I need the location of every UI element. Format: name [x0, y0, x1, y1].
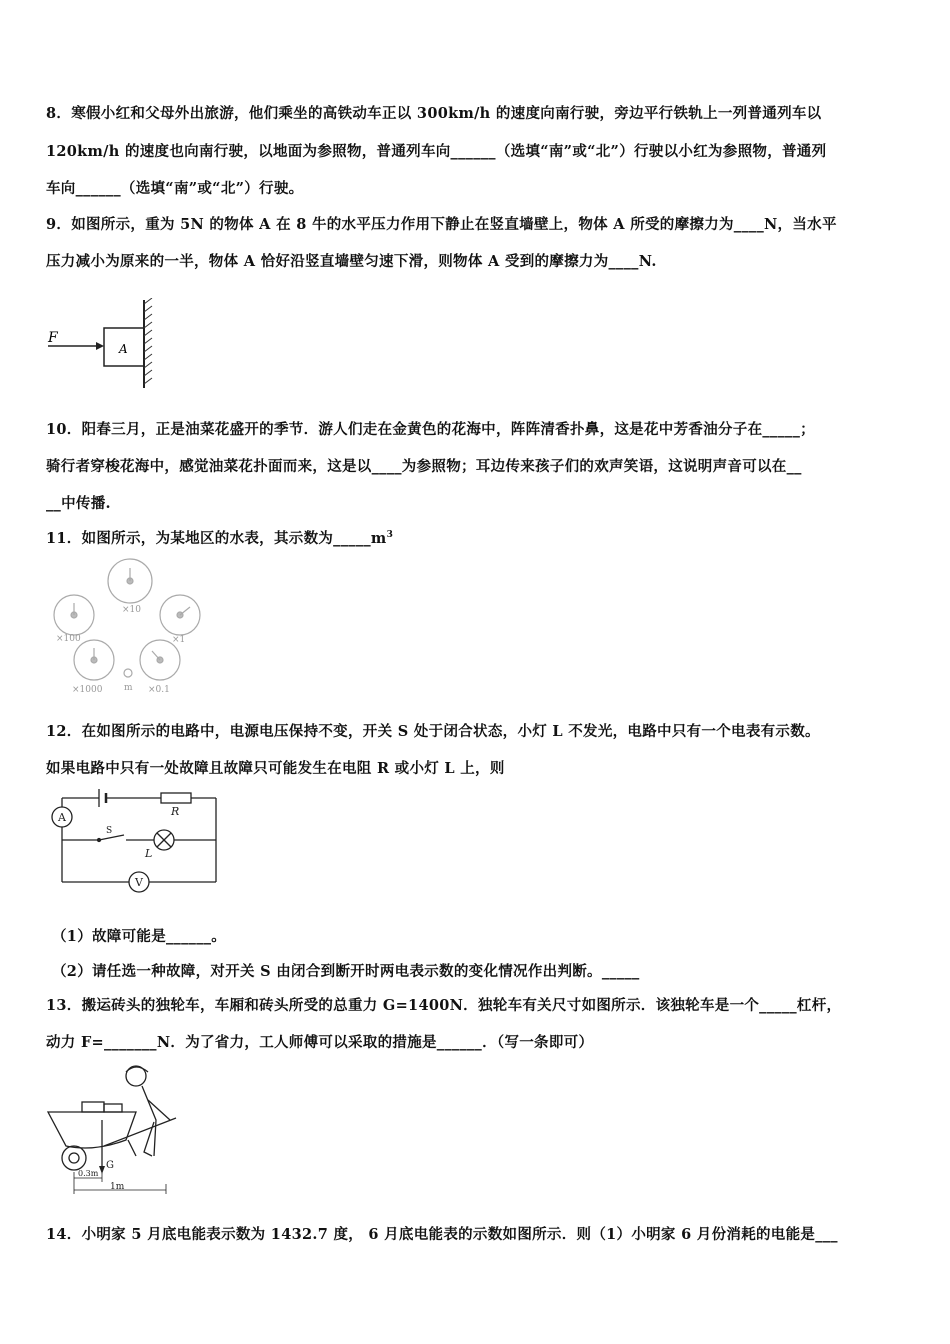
resistor-r [161, 793, 191, 803]
brick [82, 1102, 104, 1112]
brick [104, 1104, 122, 1112]
dial-x0.1 [140, 640, 180, 680]
gravity-label: G [106, 1160, 114, 1171]
circuit-figure [44, 785, 224, 895]
q8-line1: 8．寒假小红和父母外出旅游，他们乘坐的高铁动车正以 300km/h 的速度向南行驶，旁边平行铁轨上一列普通列车以 [46, 105, 822, 122]
worker-body [142, 1086, 156, 1156]
voltmeter-label: V [135, 876, 143, 889]
q8-line3: 车向______（选填“南”或“北”）行驶。 [46, 180, 304, 197]
resistor-label: R [171, 805, 180, 818]
q9-line2: 压力减小为原来的一半，物体 A 恰好沿竖直墙壁匀速下滑，则物体 A 受到的摩擦力为____N. [46, 253, 657, 270]
q8-line2: 120km/h 的速度也向南行驶，以地面为参照物，普通列车向______（选填“南”或“北”）行驶以小红为参照物，普通列 [46, 143, 827, 160]
dial-label: ×1000 [72, 685, 103, 695]
wheel-hub [69, 1153, 79, 1163]
q12-sub1: （1）故障可能是______。 [52, 928, 227, 945]
dial-label: ×1 [172, 635, 186, 645]
dial-x1 [160, 595, 200, 635]
q10-line1: 10．阳春三月，正是油菜花盛开的季节．游人们走在金黄色的花海中，阵阵清香扑鼻，这是花中芳香油分子在_____； [46, 421, 815, 438]
q13-line1: 13．搬运砖头的独轮车，车厢和砖头所受的总重力 G=1400N．独轮车有关尺寸如图所示．该独轮车是一个_____杠杆， [46, 997, 842, 1014]
wheel [62, 1146, 86, 1170]
barrow-leg [128, 1140, 136, 1156]
barrow-tray [48, 1112, 136, 1148]
ammeter-label: A [58, 811, 66, 824]
q9-figure [44, 298, 164, 390]
lamp-label: L [145, 847, 153, 860]
dial-x100 [54, 595, 94, 635]
dial-x10 [108, 559, 152, 603]
dim-label-0.3m: 0.3m [78, 1169, 99, 1178]
block-label: A [119, 342, 128, 356]
q13-line2: 动力 F=_______N．为了省力，工人师傅可以采取的措施是______．（写一条即可） [46, 1034, 594, 1051]
force-label: F [48, 330, 58, 346]
q9-line1: 9．如图所示，重为 5N 的物体 A 在 8 牛的水平压力作用下静止在竖直墙壁上，物体 A 所受的摩擦力为____N，当水平 [46, 216, 837, 233]
unit-mark: m [124, 683, 133, 693]
worker-leg [144, 1122, 154, 1156]
wheelbarrow-figure [44, 1060, 194, 1196]
dial-label: ×10 [122, 605, 141, 615]
wall-hatching [144, 298, 152, 384]
dial-x1000 [74, 640, 114, 680]
force-arrowhead [96, 342, 104, 350]
q11-line1: 11．如图所示，为某地区的水表，其示数为$\_\_\_\_\_m^3$ [46, 530, 394, 547]
q12-line2: 如果电路中只有一处故障且故障只可能发生在电阻 R 或小灯 L 上，则 [46, 760, 505, 777]
switch-label: S [106, 826, 113, 836]
q10-line2: 骑行者穿梭花海中，感觉油菜花扑面而来，这是以____为参照物；耳边传来孩子们的欢声笑语，这说明声音可以在__ [46, 458, 802, 475]
q14-line1: 14．小明家 5 月底电能表示数为 1432.7 度， 6 月底电能表的示数如图所示．则（1）小明家 6 月份消耗的电能是___ [46, 1226, 838, 1243]
q10-line3: __中传播. [46, 495, 111, 512]
dial-label: ×100 [56, 634, 81, 644]
barrow-handle [104, 1118, 176, 1146]
water-meter-figure [52, 555, 212, 700]
unit-gear-icon [124, 669, 132, 677]
q12-sub2: （2）请任选一种故障，对开关 S 由闭合到断开时两电表示数的变化情况作出判断。_____ [52, 963, 640, 980]
q12-line1: 12．在如图所示的电路中，电源电压保持不变，开关 S 处于闭合状态，小灯 L 不发光，电路中只有一个电表有示数。 [46, 723, 820, 740]
dim-label-1m: 1m [110, 1182, 125, 1192]
dial-label: ×0.1 [148, 685, 170, 695]
